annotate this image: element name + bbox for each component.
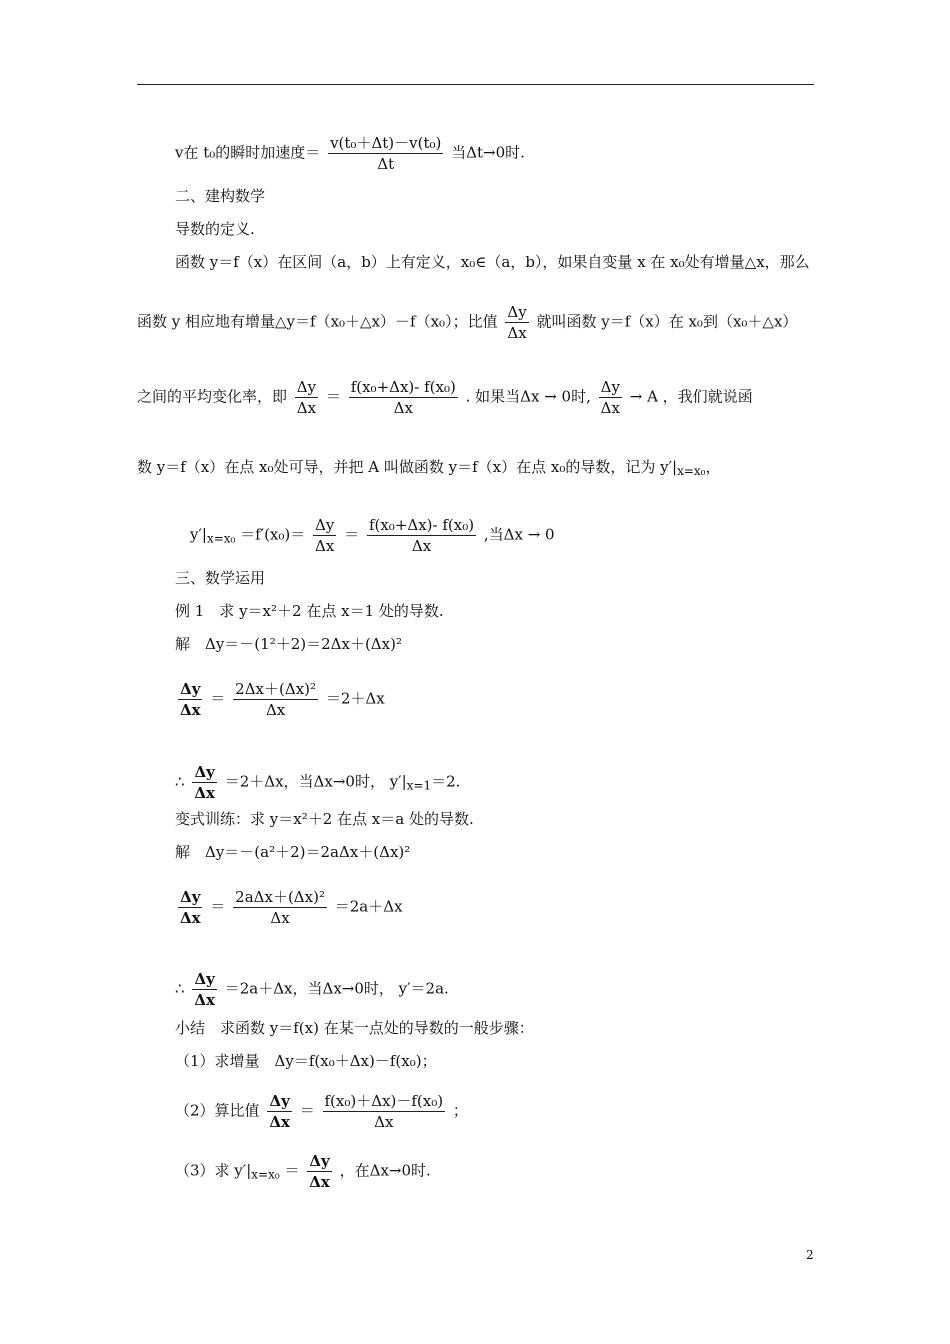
numerator: Δy <box>180 680 201 698</box>
fraction <box>178 680 203 719</box>
ratio-2 <box>175 888 403 927</box>
fraction <box>267 1092 292 1131</box>
denominator: Δx <box>411 537 432 555</box>
denominator: Δx <box>194 784 215 802</box>
text: ＝ <box>344 525 360 544</box>
text: ＝2＋Δx <box>325 689 385 708</box>
step-3 <box>175 1152 431 1191</box>
denominator: Δx <box>507 324 527 342</box>
definition-title: 导数的定义. <box>175 220 255 238</box>
fraction <box>505 303 528 342</box>
fraction <box>328 134 443 173</box>
result-1 <box>175 763 460 802</box>
text: 当Δt→0时. <box>451 143 525 162</box>
paragraph-4 <box>137 457 720 481</box>
solution-2: 解 Δy＝－(a²＋2)＝2aΔx＋(Δx)² <box>175 843 411 861</box>
fraction <box>313 516 336 555</box>
fraction <box>192 763 217 802</box>
denominator: Δx <box>180 701 201 719</box>
paragraph-3 <box>137 378 753 417</box>
numerator: Δy <box>315 516 335 534</box>
text: ＝2a＋Δx，当Δx→0时， y′＝2a. <box>224 979 449 998</box>
denominator: Δx <box>296 399 317 417</box>
denominator: Δt <box>377 155 395 173</box>
fraction <box>192 970 217 1009</box>
denominator: Δx <box>309 1173 330 1191</box>
numerator: 2Δx＋(Δx)² <box>235 680 317 698</box>
numerator: Δy <box>507 303 527 321</box>
paragraph-2 <box>137 303 797 342</box>
subscript: x=x₀ <box>251 1167 280 1182</box>
subscript: x=x₀ <box>677 464 706 478</box>
numerator: f(x₀)＋Δx)－f(x₀) <box>324 1092 444 1110</box>
fraction <box>307 1152 332 1191</box>
variant-training: 变式训练：求 y＝x²＋2 在点 x＝a 处的导数. <box>175 810 474 828</box>
text: （3）求 y′| <box>175 1161 252 1180</box>
fraction <box>178 888 203 927</box>
denominator: Δx <box>269 1113 290 1131</box>
fraction <box>367 516 476 555</box>
section-heading-3: 三、数学运用 <box>175 569 266 587</box>
example-1: 例 1 求 y＝x²＋2 在点 x＝1 处的导数. <box>175 602 444 620</box>
text: ， <box>705 458 721 476</box>
denominator: Δx <box>374 1113 394 1131</box>
summary-title: 小结 求函数 y＝f(x) 在某一点处的导数的一般步骤： <box>175 1019 534 1037</box>
text: ＝ <box>325 387 341 406</box>
text: ∴ <box>175 772 185 791</box>
fraction <box>233 680 318 719</box>
denominator: Δx <box>180 909 201 927</box>
ratio-1 <box>175 680 385 719</box>
fraction <box>349 378 458 417</box>
section-heading-2: 二、建构数学 <box>175 187 266 205</box>
instant-acceleration-line <box>175 134 525 173</box>
text: ＝ <box>299 1101 315 1120</box>
numerator: Δy <box>194 970 215 988</box>
numerator: Δy <box>180 888 201 906</box>
numerator: Δy <box>194 763 215 781</box>
fraction <box>295 378 318 417</box>
text: ＝ <box>210 897 226 916</box>
text: ,当Δx → 0 <box>483 525 555 544</box>
denominator: Δx <box>315 537 335 555</box>
text: ＝2a＋Δx <box>334 897 403 916</box>
result-2 <box>175 970 449 1009</box>
denominator: Δx <box>270 909 290 927</box>
subscript: x=1 <box>406 778 432 793</box>
text: 就叫函数 y＝f（x）在 x₀到（x₀＋△x） <box>536 312 798 331</box>
solution-1: 解 Δy＝－(1²＋2)＝2Δx＋(Δx)² <box>175 635 402 653</box>
text: （2）算比值 <box>175 1101 260 1120</box>
text: ＝f′(x₀)＝ <box>240 525 306 544</box>
text: . 如果当Δx → 0时, <box>465 387 591 406</box>
text: ∴ <box>175 979 185 998</box>
text: ＝2＋Δx，当Δx→0时， y′| <box>224 772 407 791</box>
header-rule <box>137 84 814 85</box>
step-2 <box>175 1092 468 1131</box>
text: 数 y＝f（x）在点 x₀处可导，并把 A 叫做函数 y＝f（x）在点 x₀的导数，记为 y′| <box>137 458 678 476</box>
page-number: 2 <box>806 1248 814 1262</box>
step-1: （1）求增量 Δy＝f(x₀＋Δx)－f(x₀)； <box>175 1052 437 1070</box>
denominator: Δx <box>265 701 286 719</box>
numerator: Δy <box>600 378 620 396</box>
text: 之间的平均变化率，即 <box>137 387 288 406</box>
numerator: 2aΔx＋(Δx)² <box>235 888 325 906</box>
text: ＝ <box>210 689 226 708</box>
fraction <box>323 1092 446 1131</box>
text: ； <box>452 1101 468 1120</box>
numerator: f(x₀+Δx)- f(x₀) <box>350 378 456 396</box>
text: 函数 y 相应地有增量△y＝f（x₀＋△x）－f（x₀）；比值 <box>137 312 498 331</box>
fraction <box>233 888 327 927</box>
denominator: Δx <box>194 991 215 1009</box>
numerator: f(x₀+Δx)- f(x₀) <box>368 516 475 534</box>
text: ＝2. <box>431 772 461 791</box>
subscript: x=x₀ <box>206 531 236 546</box>
denominator: Δx <box>393 399 413 417</box>
paragraph-1: 函数 y＝f（x）在区间（a，b）上有定义，x₀∈（a，b），如果自变量 x 在 x₀处有增量△x，那么 <box>175 253 810 271</box>
numerator: Δy <box>309 1152 330 1170</box>
fraction <box>599 378 622 417</box>
derivative-equation <box>190 516 555 555</box>
text: ＝ <box>284 1161 300 1180</box>
text: → A ，我们就说函 <box>629 387 753 406</box>
numerator: v(t₀＋Δt)－v(t₀) <box>330 134 442 152</box>
text: ，在Δx→0时. <box>339 1161 431 1180</box>
text: v在 t₀的瞬时加速度＝ <box>175 143 321 162</box>
text: y′| <box>190 525 207 544</box>
denominator: Δx <box>600 399 620 417</box>
numerator: Δy <box>296 378 317 396</box>
numerator: Δy <box>269 1092 290 1110</box>
